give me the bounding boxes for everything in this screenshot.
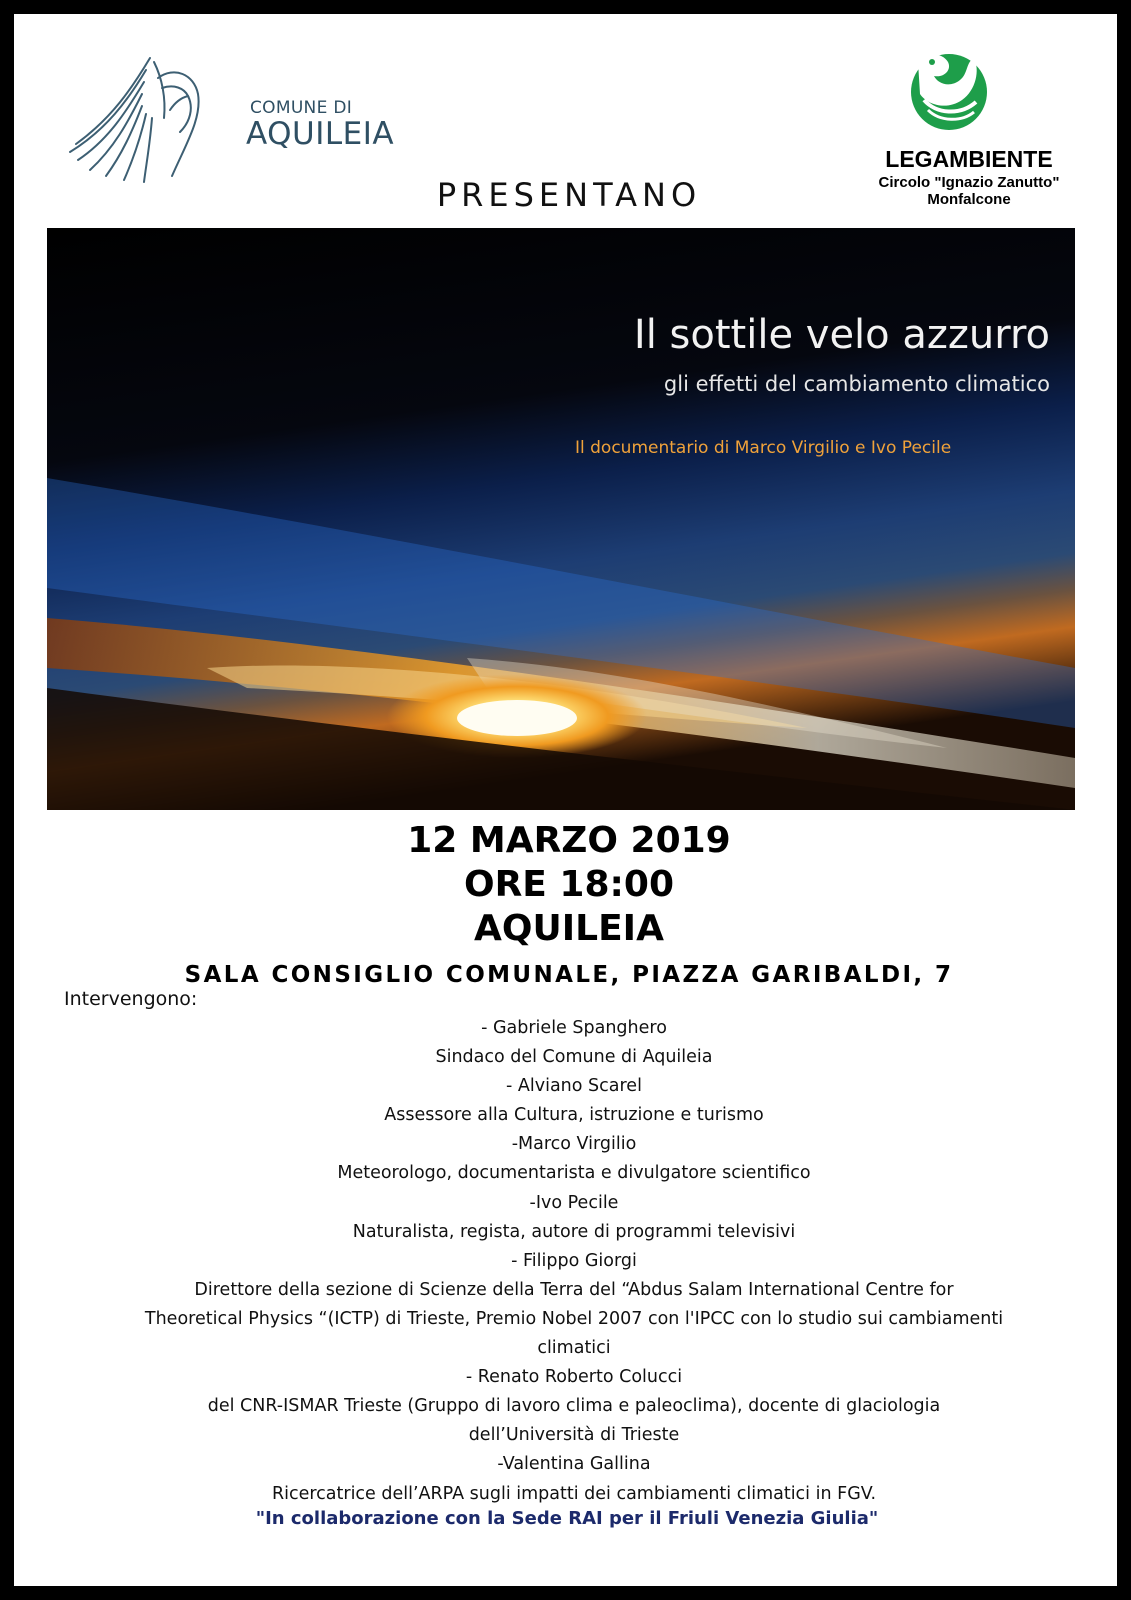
- speaker-line: -Ivo Pecile: [529, 1192, 619, 1213]
- speaker-line: Assessore alla Cultura, istruzione e turismo: [384, 1105, 764, 1126]
- speakers-heading: Intervengono:: [64, 988, 198, 1010]
- speaker-line: -Marco Virgilio: [511, 1134, 637, 1155]
- speaker-line: Meteorologo, documentarista e divulgatore scientifico: [337, 1163, 811, 1184]
- logo-line-aquileia: AQUILEIA: [246, 116, 395, 152]
- speaker-line: Theoretical Physics “(ICTP) di Trieste, Premio Nobel 2007 con l'IPCC con lo studio sui cambiamenti: [144, 1308, 1004, 1329]
- event-poster: [14, 14, 1117, 1586]
- speaker-line: climatici: [537, 1338, 611, 1359]
- eagle-wing-icon: [62, 48, 242, 188]
- speaker-line: del CNR-ISMAR Trieste (Gruppo di lavoro clima e paleoclima), docente di glaciologia: [207, 1396, 941, 1417]
- swan-icon: [904, 44, 994, 134]
- comune-aquileia-logo: [62, 48, 395, 188]
- logo-line-comune-di: COMUNE DI: [250, 98, 353, 118]
- speaker-line: Direttore della sezione di Scienze della Terra del “Abdus Salam International Centre for: [194, 1279, 954, 1300]
- speaker-line: dell’Università di Trieste: [468, 1425, 680, 1446]
- speaker-line: - Gabriele Spanghero: [481, 1018, 667, 1038]
- documentary-title: Il sottile velo azzurro: [633, 312, 1050, 358]
- speaker-line: Sindaco del Comune di Aquileia: [435, 1047, 713, 1068]
- speakers-list: [44, 1014, 1104, 1509]
- event-venue: SALA CONSIGLIO COMUNALE, PIAZZA GARIBALDI, 7: [184, 962, 954, 988]
- speaker-line: - Alviano Scarel: [506, 1076, 642, 1097]
- event-date: 12 MARZO 2019: [407, 820, 731, 861]
- legambiente-circolo: Circolo "Ignazio Zanutto": [878, 174, 1060, 191]
- documentary-credit: Il documentario di Marco Virgilio e Ivo Pecile: [575, 438, 952, 458]
- documentary-subtitle: gli effetti del cambiamento climatico: [663, 372, 1050, 396]
- speaker-line: Naturalista, regista, autore di programmi televisivi: [352, 1221, 796, 1242]
- speaker-line: Ricercatrice dell’ARPA sugli impatti dei cambiamenti climatici in FGV.: [271, 1483, 877, 1504]
- speaker-line: - Filippo Giorgi: [511, 1250, 637, 1271]
- event-place: AQUILEIA: [474, 908, 664, 949]
- legambiente-name: LEGAMBIENTE: [885, 146, 1053, 172]
- hero-image: [47, 228, 1075, 810]
- event-time: ORE 18:00: [463, 864, 675, 905]
- speaker-line: - Renato Roberto Colucci: [465, 1367, 683, 1388]
- legambiente-city: Monfalcone: [927, 191, 1011, 208]
- collaboration-note: "In collaborazione con la Sede RAI per il Friuli Venezia Giulia": [255, 1508, 879, 1529]
- speaker-line: -Valentina Gallina: [497, 1454, 651, 1475]
- presentano-heading: PRESENTANO: [436, 176, 702, 214]
